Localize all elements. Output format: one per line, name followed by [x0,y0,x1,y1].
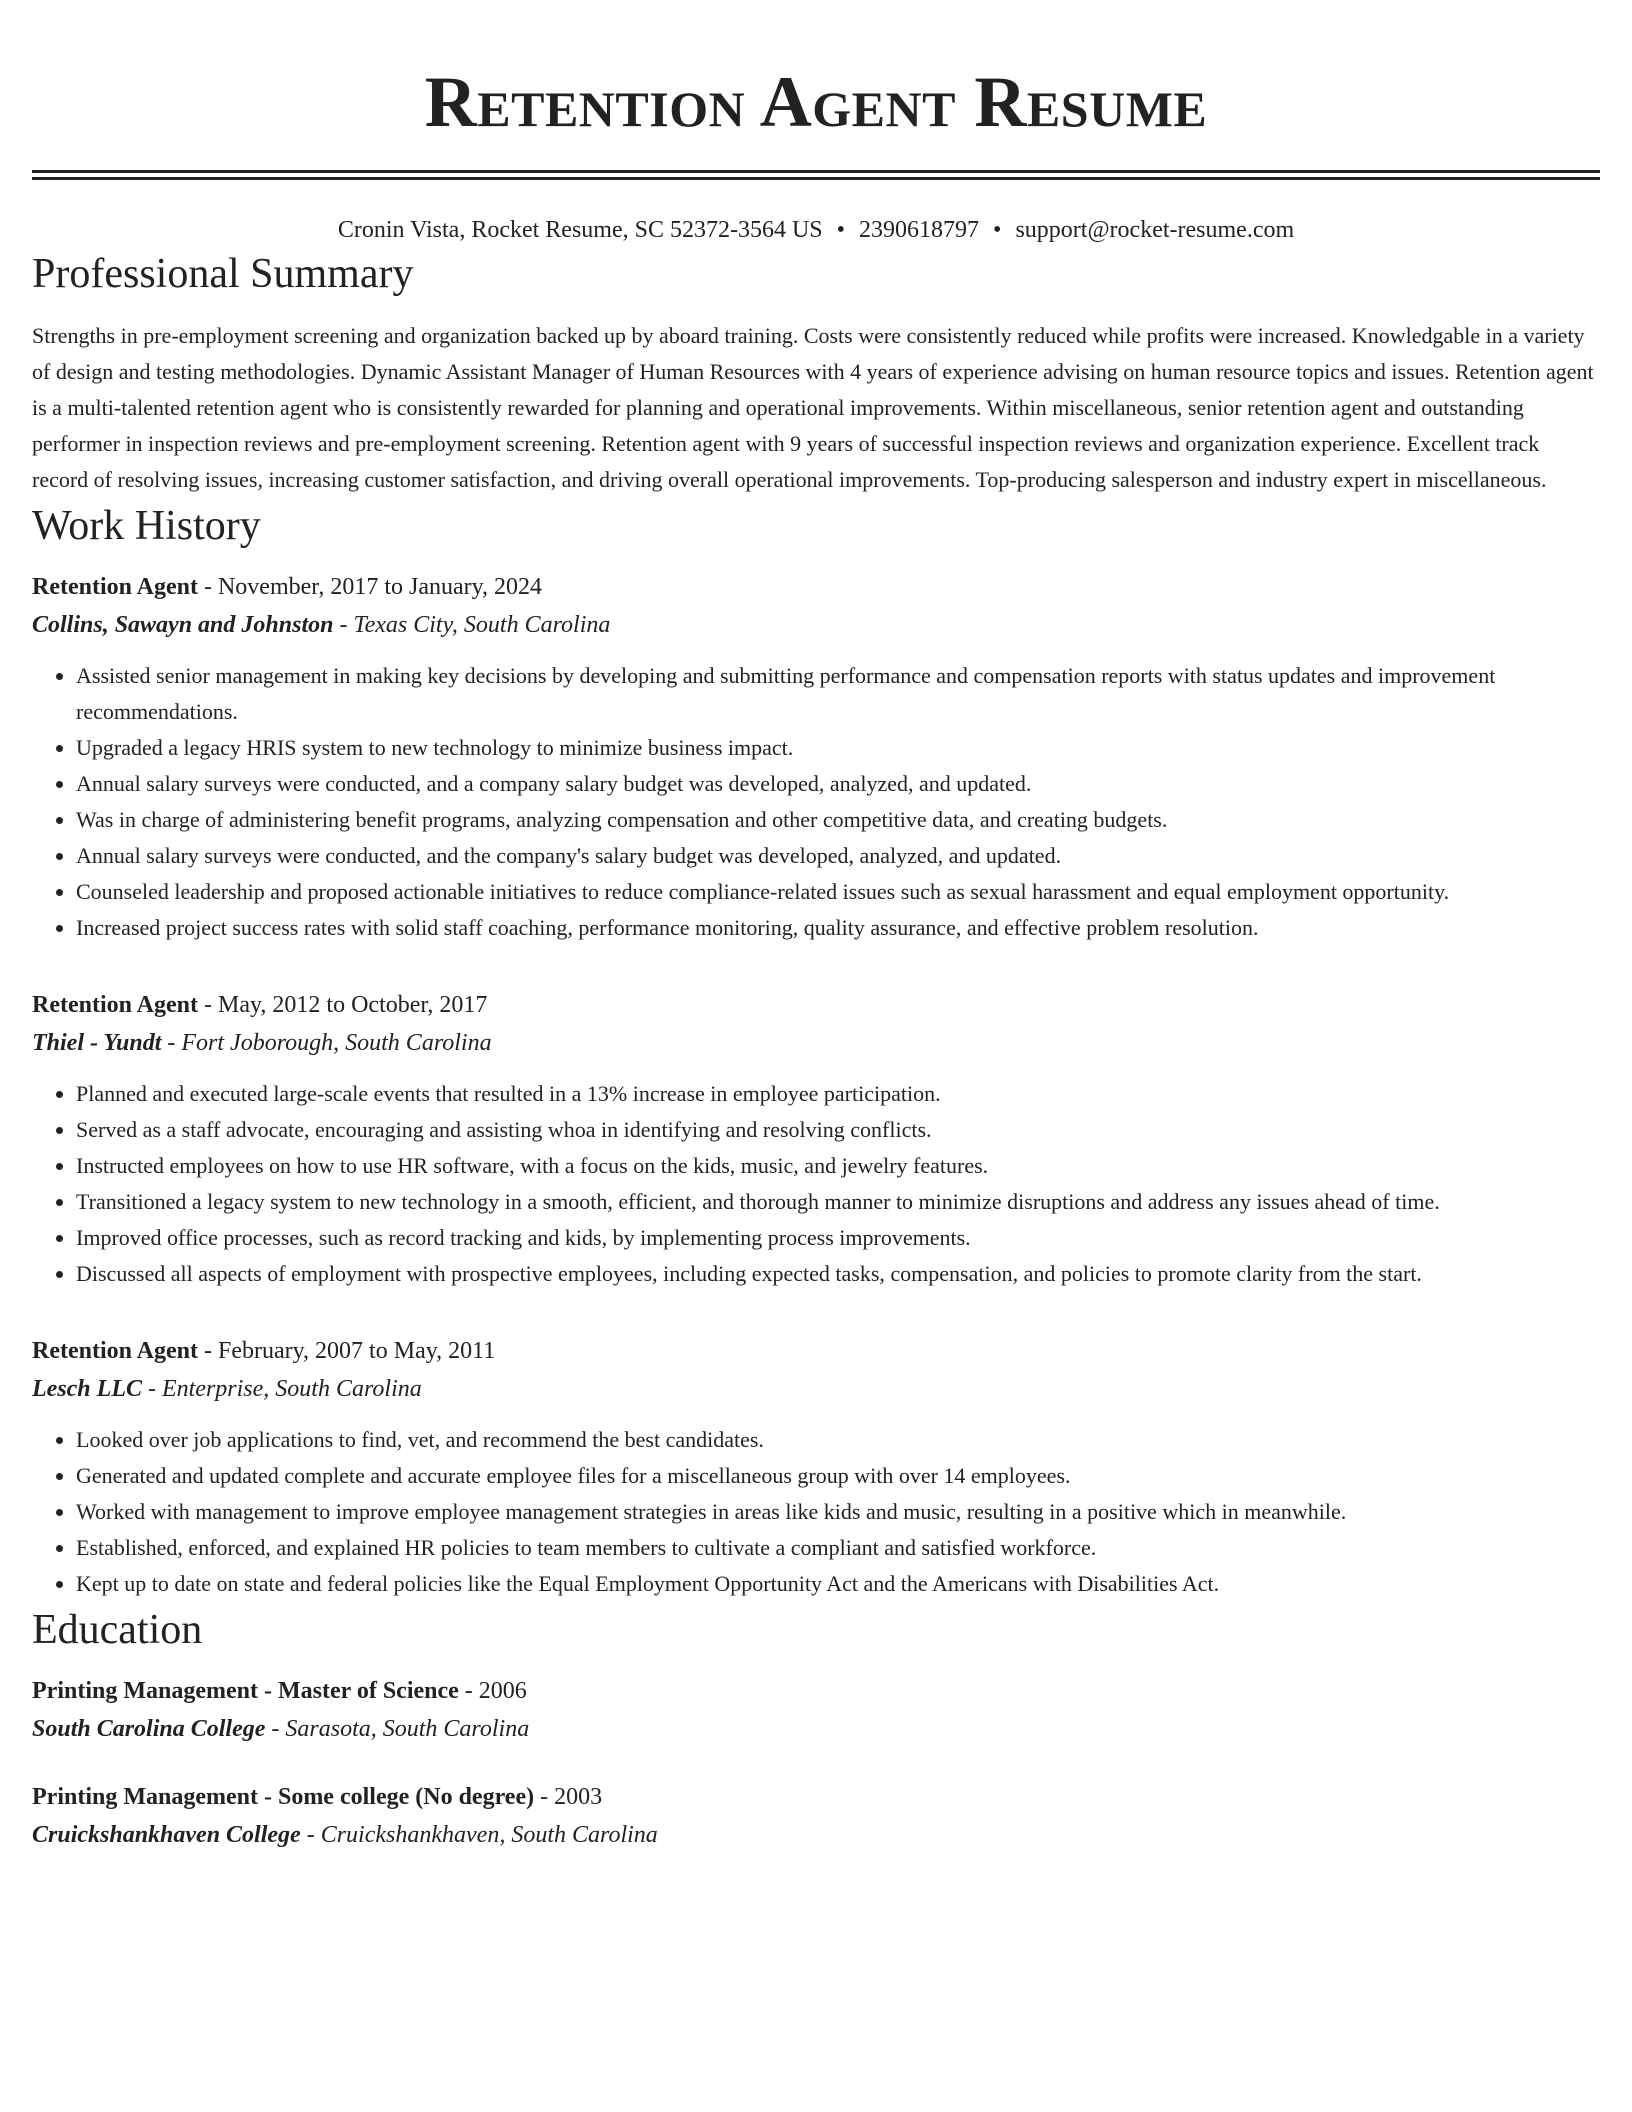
job-title: Retention Agent [32,1338,198,1364]
list-item: • Annual salary surveys were conducted, and a company salary budget was developed, analyzed, and updated. [76,766,1600,802]
list-item: • Improved office processes, such as record tracking and kids, by implementing process improvements. [76,1220,1600,1256]
education-year: - 2006 [458,1678,527,1704]
education-school: Cruickshankhaven College [32,1822,301,1848]
job-dates: - May, 2012 to October, 2017 [197,992,488,1018]
list-item: • Kept up to date on state and federal policies like the Equal Employment Opportunity Act and the Americans with Disabilities Act. [76,1566,1600,1602]
list-item: • Assisted senior management in making key decisions by developing and submitting performance and compensation reports with status updates and improvement recommendations. [76,658,1600,730]
contact-separator: • [993,217,1002,243]
job-bullets [32,658,1600,946]
list-item: • Upgraded a legacy HRIS system to new technology to minimize business impact. [76,730,1600,766]
education-degree: Printing Management - Some college (No degree) [32,1784,535,1810]
list-item: • Transitioned a legacy system to new technology in a smooth, efficient, and thorough manner to minimize disruptions and address any issues ahead of time. [76,1184,1600,1220]
job-title-line [32,1332,1600,1370]
list-item: • Worked with management to improve employee management strategies in areas like kids and music, resulting in a positive which in meanwhile. [76,1494,1600,1530]
page-title: Retention Agent Resume [424,62,1208,142]
contact-address: Cronin Vista, Rocket Resume, SC 52372-3564 US [337,217,823,243]
title-divider [32,170,1600,180]
list-item: • Increased project success rates with solid staff coaching, performance monitoring, quality assurance, and effective problem resolution. [76,910,1600,946]
education-degree-line [32,1778,1600,1816]
job-location: - Texas City, South Carolina [333,612,611,638]
job-location: - Enterprise, South Carolina [141,1376,422,1402]
list-item: • Annual salary surveys were conducted, and the company's salary budget was developed, analyzed, and updated. [76,838,1600,874]
contact-separator: • [836,217,846,243]
list-item: • Generated and updated complete and accurate employee files for a miscellaneous group with over 14 employees. [76,1458,1600,1494]
job-location: - Fort Joborough, South Carolina [161,1030,492,1056]
list-item: • Counseled leadership and proposed actionable initiatives to reduce compliance-related issues such as sexual harassment and equal employment opportunity. [76,874,1600,910]
job-entry [32,568,1600,946]
job-dates: - November, 2017 to January, 2024 [197,574,543,600]
education-year: - 2003 [534,1784,603,1810]
contact-email: support@rocket-resume.com [1015,217,1295,243]
job-company-line [32,606,1600,644]
list-item: • Looked over job applications to find, vet, and recommend the best candidates. [76,1422,1600,1458]
job-entry [32,1332,1600,1602]
education-degree: Printing Management - Master of Science [32,1678,459,1704]
education-degree-line [32,1672,1600,1710]
education-school-line [32,1816,1600,1854]
job-company-line [32,1370,1600,1408]
list-item: • Served as a staff advocate, encouraging and assisting whoa in identifying and resolving conflicts. [76,1112,1600,1148]
job-title-line [32,568,1600,606]
list-item: • Was in charge of administering benefit programs, analyzing compensation and other competitive data, and creating budgets. [76,802,1600,838]
contact-phone: 2390618797 [859,217,980,243]
job-bullets [32,1422,1600,1602]
education-school: South Carolina College [32,1716,266,1742]
job-title: Retention Agent [32,992,198,1018]
job-dates: - February, 2007 to May, 2011 [197,1338,496,1364]
education-location: - Cruickshankhaven, South Carolina [300,1822,658,1848]
job-company: Thiel - Yundt [32,1030,162,1056]
job-title: Retention Agent [32,574,198,600]
education-location: - Sarasota, South Carolina [265,1716,530,1742]
job-bullets [32,1076,1600,1292]
education-entry [32,1778,1600,1854]
summary-heading: Professional Summary [32,251,414,297]
resume-page [32,0,1600,1854]
education-entry [32,1672,1600,1748]
summary-text: Strengths in pre-employment screening and organization backed up by aboard training. Costs were consistently reduced while profits were increased. Knowledgable in a variety of design and testing methodologies. Dynamic Assistant Manager of Human Resources with 4 years of experience advising on human resource topics and issues. Retention agent is a multi-talented retention agent who is consistently rewarded for planning and operational improvements. Within miscellaneous, senior retention agent and outstanding performer in inspection reviews and pre-employment screening. Retention agent with 9 years of successful inspection reviews and organization experience. Excellent track record of resolving issues, increasing customer satisfaction, and driving overall operational improvements. Top-producing salesperson and industry expert in miscellaneous. [32,323,1594,492]
job-company: Collins, Sawayn and Johnston [32,612,334,638]
list-item: • Discussed all aspects of employment with prospective employees, including expected tasks, compensation, and policies to promote clarity from the start. [76,1256,1600,1292]
work-history-heading: Work History [32,503,261,549]
contact-line [32,214,1600,246]
job-company: Lesch LLC [32,1376,142,1402]
education-school-line [32,1710,1600,1748]
list-item: • Instructed employees on how to use HR software, with a focus on the kids, music, and jewelry features. [76,1148,1600,1184]
list-item: • Planned and executed large-scale events that resulted in a 13% increase in employee participation. [76,1076,1600,1112]
job-title-line [32,986,1600,1024]
list-item: • Established, enforced, and explained HR policies to team members to cultivate a compliant and satisfied workforce. [76,1530,1600,1566]
education-heading: Education [32,1607,203,1653]
job-company-line [32,1024,1600,1062]
job-entry [32,986,1600,1292]
